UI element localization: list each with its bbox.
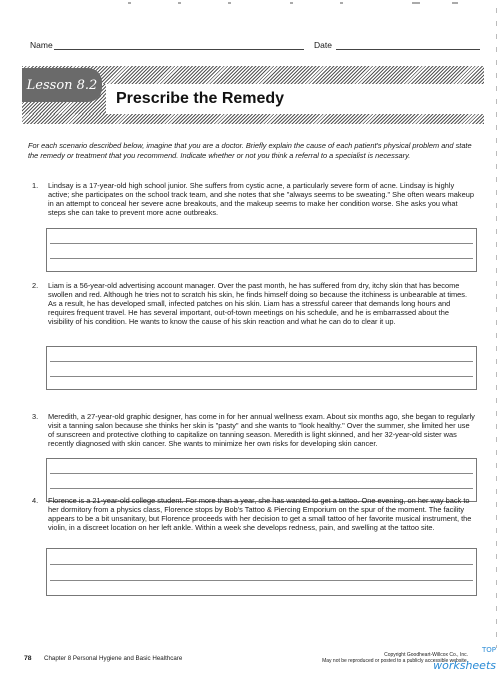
question-number: 4. xyxy=(32,496,39,505)
lesson-badge xyxy=(22,68,102,102)
registration-mark xyxy=(290,2,293,4)
copyright-line: Copyright Goodheart-Willcox Co., Inc. xyxy=(384,652,468,658)
chapter-label: Chapter 8 Personal Hygiene and Basic Healthcare xyxy=(44,655,183,662)
answer-line xyxy=(50,361,473,362)
lesson-banner xyxy=(22,64,484,134)
registration-mark xyxy=(412,2,420,4)
name-label: Name xyxy=(30,40,53,50)
answer-line xyxy=(50,488,473,489)
answer-line xyxy=(50,564,473,565)
question-number: 3. xyxy=(32,412,39,421)
page-footer xyxy=(24,652,494,672)
copyright-line: May not be reproduced or posted to a publicly accessible website. xyxy=(322,658,468,665)
lesson-number: Lesson 8.2 xyxy=(26,77,98,93)
page-number: 78 xyxy=(24,655,32,662)
binder-edge xyxy=(496,8,497,648)
name-field[interactable] xyxy=(54,49,304,50)
question-2 xyxy=(32,282,476,327)
instructions: For each scenario described below, imagine that you are a doctor. Briefly explain the cause of each patient's physical problem and state the remedy or treatment that you recommend. Indicate whether or not you think a referral to a specialist is necessary. xyxy=(28,141,472,160)
question-1 xyxy=(32,182,476,218)
page-title: Prescribe the Remedy xyxy=(116,90,285,107)
answer-line xyxy=(50,580,473,581)
registration-mark xyxy=(228,2,231,4)
question-text: Lindsay is a 17-year-old high school junior. She suffers from cystic acne, a particularly severe form of acne. Lindsay is highly active; she participates on the school track team, and she notes that she "always seems to be sweating." She often wears makeup in an attempt to conceal her severe acne breakouts, and the makeup seems to make her condition worse. She asks you what steps she can take to prevent more acne outbreaks. xyxy=(48,181,474,217)
question-text: Meredith, a 27-year-old graphic designer, has come in for her annual wellness exam. About six months ago, she began to regularly visit a tanning salon because she thinks her skin is "pasty" and she wants to "look healthy." Over the summer, she limited her use of sunscreen and protective clothing to capitalize on tanning season. Meredith is light skinned, and her 32-year-old sister was recently diagnosed with skin cancer. She wants to minimize her own risks for developing skin cancer. xyxy=(48,412,475,448)
watermark-logo xyxy=(433,646,496,673)
registration-mark xyxy=(178,2,181,4)
date-field[interactable] xyxy=(336,49,480,50)
date-label: Date xyxy=(314,40,332,50)
name-date-row xyxy=(30,40,480,52)
question-4 xyxy=(32,497,476,533)
answer-line xyxy=(50,243,473,244)
question-number: 1. xyxy=(32,181,39,190)
question-number: 2. xyxy=(32,281,39,290)
watermark-top: TOP xyxy=(481,646,496,654)
answer-line xyxy=(50,258,473,259)
top-strip xyxy=(0,0,500,10)
question-text: Florence is a 21-year-old college student. For more than a year, she has wanted to get a tattoo. One evening, on her way back to her dormitory from a physics class, Florence stops by Bob's Tattoo & Piercing Emporium on the spur of the moment. The facility appears to be a bit unsanitary, but Florence proceeds with her decision to get a small tattoo of her favorite musical instrument, the violin, in a discreet location on her left ankle. Within a week she develops redness, pain, and swelling at the tattoo site. xyxy=(48,496,472,532)
answer-box-4[interactable] xyxy=(46,548,477,596)
answer-box-2[interactable] xyxy=(46,346,477,390)
answer-box-1[interactable] xyxy=(46,228,477,272)
question-3 xyxy=(32,413,476,449)
registration-mark xyxy=(340,2,343,4)
watermark-word: worksheets xyxy=(433,659,496,672)
answer-line xyxy=(50,376,473,377)
registration-mark xyxy=(452,2,458,4)
hatch-band xyxy=(22,114,484,124)
answer-line xyxy=(50,473,473,474)
registration-mark xyxy=(128,2,131,4)
question-text: Liam is a 56-year-old advertising account manager. Over the past month, he has suffered from dry, itchy skin that has become swollen and red. Although he tries not to scratch his skin, he finds himself doing so because the itchiness is unbearable at times. As a result, he has developed small, infected patches on his skin. Liam has a stressful career that demands long hours and requires frequent travel. He has several important, out-of-town meetings on his schedule, and he is embarrassed about the visibility of his condition. He wants to know the cause of his skin reaction and what he can do to clear it up. xyxy=(48,281,468,326)
